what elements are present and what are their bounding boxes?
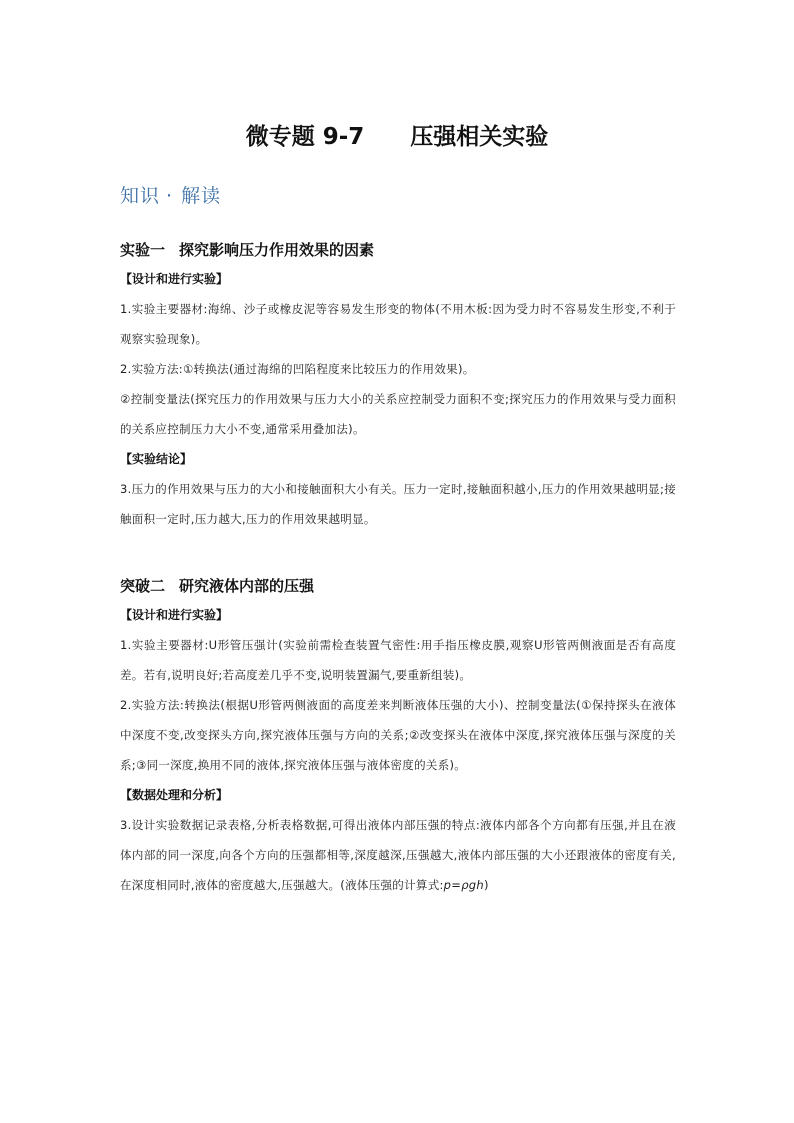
content-body (120, 236, 676, 900)
experiment2-paragraph-2: 2.实验方法:转换法(根据U形管两侧液面的高度差来判断液体压强的大小)、控制变量法(①保持探头在液体中深度不变,改变探头方向,探究液体压强与方向的关系;②改变探头在液体中深度,探究液体压强与深度的关系;③同一深度,换用不同的液体,探究液体压强与液体密度的关系)。 (120, 698, 676, 772)
experiment1-title: 探究影响压力作用效果的因素 (179, 241, 375, 259)
experiment2-paragraph-3-text: 3.设计实验数据记录表格,分析表格数据,可得出液体内部压强的特点:液体内部各个方向都有压强,并且在液体内部的同一深度,向各个方向的压强都相等,深度越深,压强越大,液体内部压强的大小还跟液体的密度有关,在深度相同时,液体的密度越大,压强越大。(液体压强的计算式: (120, 818, 676, 892)
experiment2-paragraph-3-end: ) (484, 878, 489, 892)
experiment2-paragraph-1: 1.实验主要器材:U形管压强计(实验前需检查装置气密性:用手指压橡皮膜,观察U形管两侧液面是否有高度差。若有,说明良好;若高度差几乎不变,说明装置漏气,要重新组装)。 (120, 638, 676, 682)
experiment1-design-heading: 【设计和进行实验】 (120, 272, 229, 286)
experiment2-paragraph-3 (120, 810, 676, 900)
experiment1-label: 实验一 (120, 241, 166, 259)
experiment1-heading (120, 236, 676, 264)
experiment1-paragraph-4: 3.压力的作用效果与压力的大小和接触面积大小有关。压力一定时,接触面积越小,压力的作用效果越明显;接触面积一定时,压力越大,压力的作用效果越明显。 (120, 482, 676, 526)
title-topic-number: 微专题 9-7 (245, 124, 365, 150)
experiment1-paragraph-3: ②控制变量法(探究压力的作用效果与压力大小的关系应控制受力面积不变;探究压力的作用效果与受力面积的关系应控制压力大小不变,通常采用叠加法)。 (120, 392, 676, 436)
experiment2-label: 突破二 (120, 577, 166, 595)
experiment2-title: 研究液体内部的压强 (179, 577, 315, 595)
pressure-formula: p=ρgh (443, 878, 484, 892)
section-header-dot: · (166, 185, 174, 207)
experiment1-paragraph-1: 1.实验主要器材:海绵、沙子或橡皮泥等容易发生形变的物体(不用木板:因为受力时不容易发生形变,不利于观察实验现象)。 (120, 302, 676, 346)
title-topic-name: 压强相关实验 (410, 124, 549, 150)
experiment1-conclusion-heading: 【实验结论】 (120, 452, 193, 466)
section-header-part2: 解读 (181, 185, 222, 207)
experiment2-heading (120, 572, 676, 600)
experiment2-design-heading: 【设计和进行实验】 (120, 608, 229, 622)
experiment1-paragraph-2: 2.实验方法:①转换法(通过海绵的凹陷程度来比较压力的作用效果)。 (120, 362, 475, 376)
section-header-part1: 知识 (120, 185, 161, 207)
section-header (120, 181, 221, 208)
page-title (0, 118, 794, 151)
experiment2-analysis-heading: 【数据处理和分析】 (120, 788, 229, 802)
